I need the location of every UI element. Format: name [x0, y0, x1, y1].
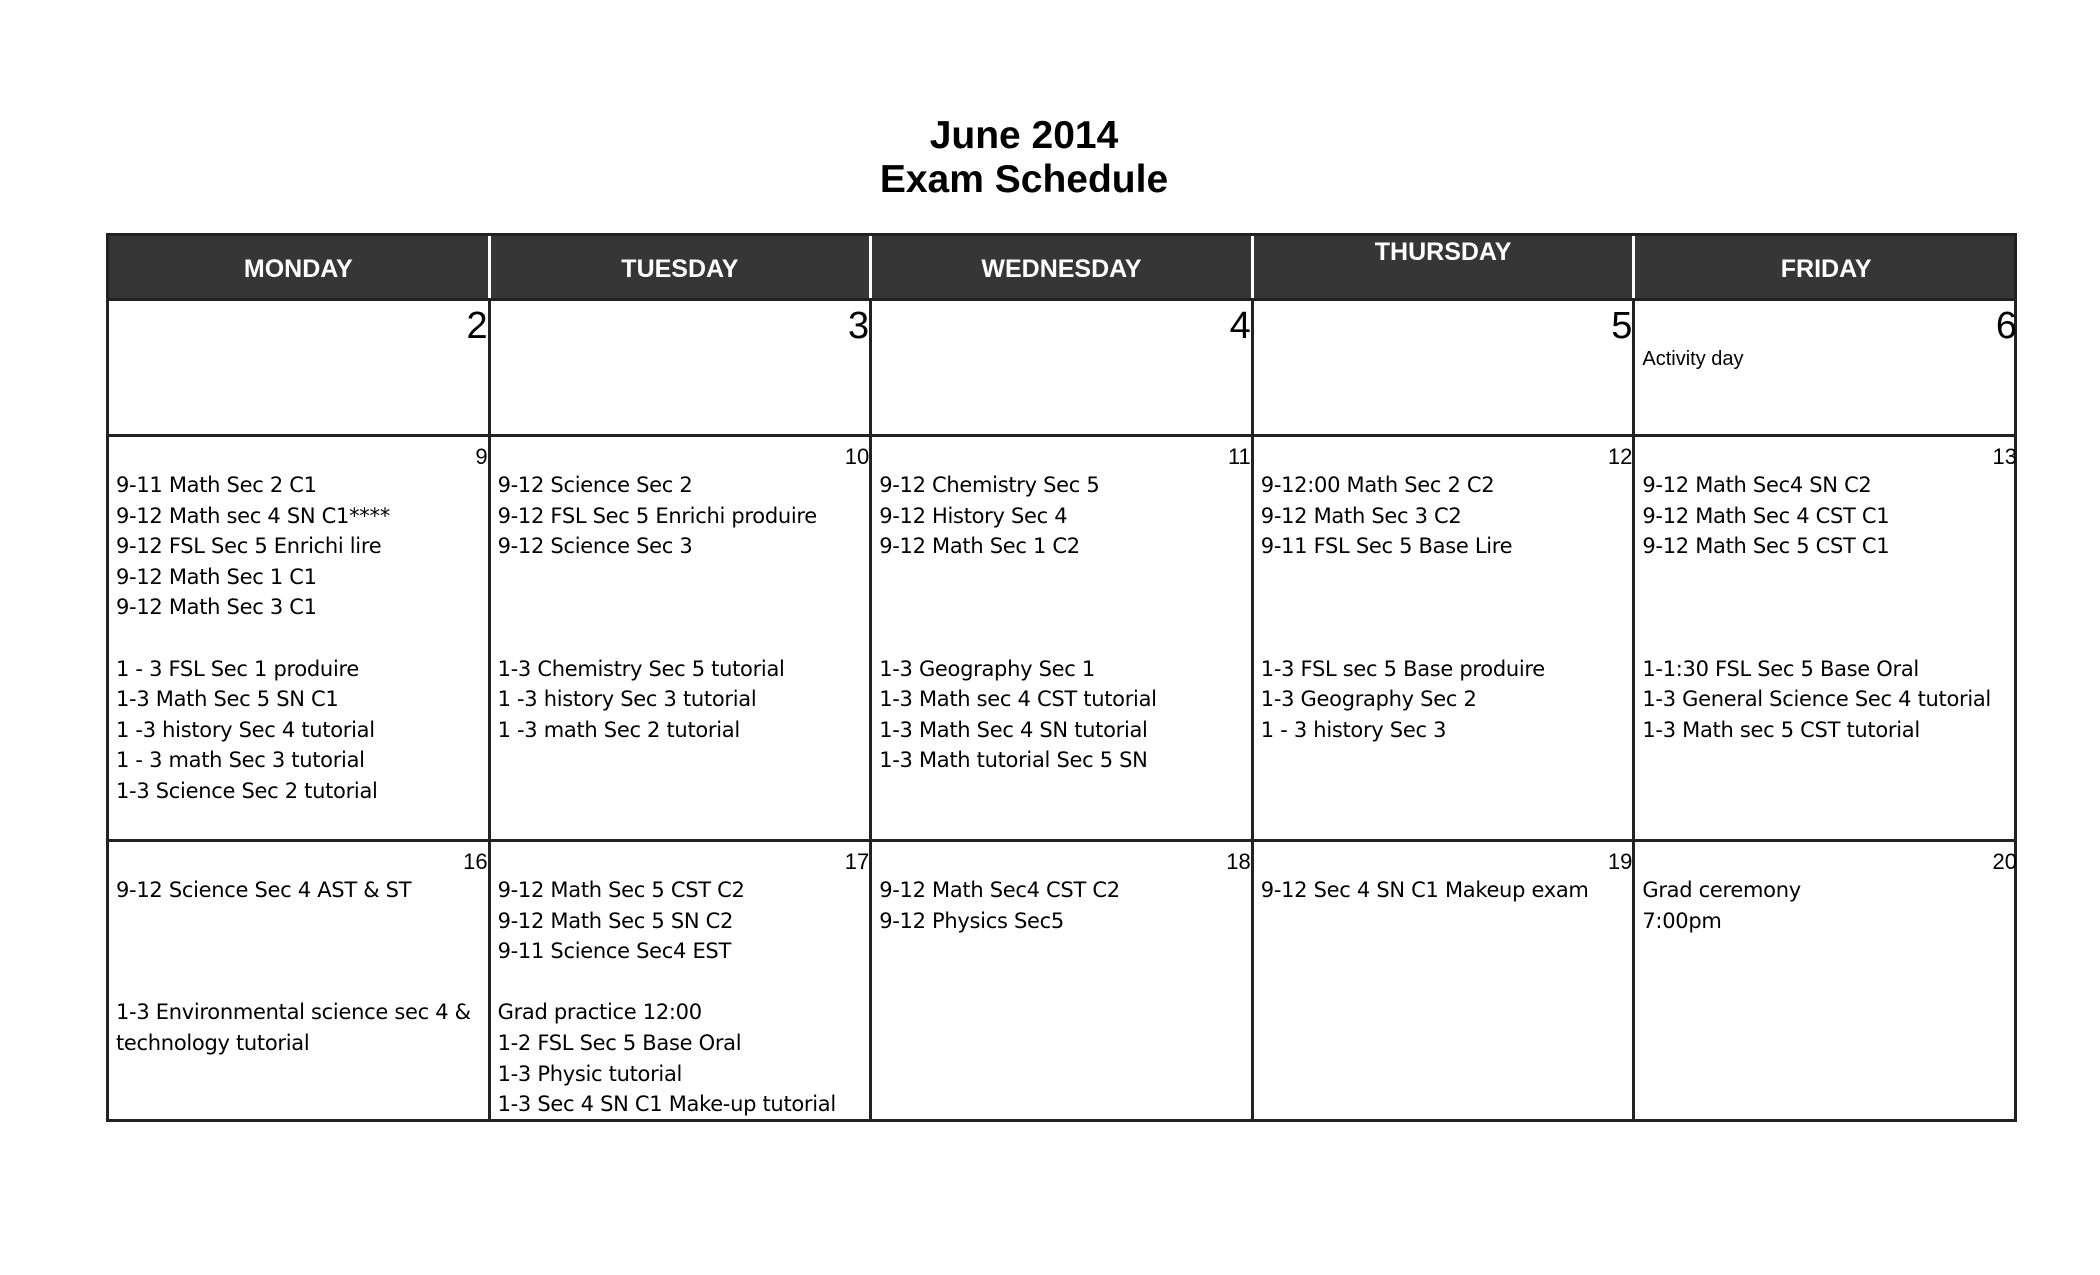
day-cell	[872, 301, 1254, 434]
exam-list	[116, 470, 482, 807]
date-number: 3	[848, 305, 870, 347]
exam-entry: 9-12 Chemistry Sec 5	[879, 473, 1100, 497]
day-cell	[491, 301, 873, 434]
exam-entry: 9-12 Math Sec 1 C2	[879, 534, 1080, 559]
exam-entry: 1-3 Geography Sec 1	[879, 656, 1095, 681]
exam-entry: 1-3 Math tutorial Sec 5 SN	[879, 748, 1148, 773]
day-cell	[109, 301, 491, 434]
day-cell	[1635, 842, 2017, 1119]
exam-entry: 1-3 Math Sec 5 SN C1	[116, 687, 339, 712]
exam-list	[1261, 875, 1627, 906]
date-number: 9	[475, 444, 488, 469]
day-cell	[1254, 437, 1636, 839]
day-cell	[1254, 842, 1636, 1119]
exam-list	[498, 875, 864, 1120]
exam-entry: 1 - 3 math Sec 3 tutorial	[116, 748, 365, 773]
exam-entry: 1 - 3 FSL Sec 1 produire	[116, 656, 359, 681]
date-number: 19	[1607, 849, 1633, 874]
day-note: Activity day	[1642, 348, 1744, 370]
exam-entry: 9-12 Science Sec 2	[497, 473, 693, 497]
exam-entry: 9-12 Math Sec 4 CST C1	[1642, 503, 1890, 528]
exam-entry: 1-2 FSL Sec 5 Base Oral	[497, 1030, 742, 1055]
exam-entry: 9-11 FSL Sec 5 Base Lire	[1260, 534, 1513, 559]
date-number: 18	[1226, 849, 1251, 874]
exam-entry: 9-12 Physics Sec5	[879, 908, 1064, 933]
header-friday: FRIDAY	[1780, 254, 1872, 283]
week-row-2	[109, 434, 2017, 839]
date-number: 17	[844, 849, 870, 874]
exam-entry: 9-12 Math Sec 5 SN C2	[497, 908, 734, 933]
exam-entry: 1-3 FSL sec 5 Base produire	[1260, 656, 1545, 681]
exam-entry: 1-3 Math sec 4 CST tutorial	[879, 687, 1157, 712]
exam-entry: 9-12 Math Sec 3 C1	[116, 595, 317, 620]
date-number: 10	[844, 444, 870, 469]
date-number: 6	[1995, 305, 2017, 347]
exam-entry: 1-3 Science Sec 2 tutorial	[116, 778, 378, 803]
exam-list	[879, 875, 1245, 936]
date-number: 20	[1992, 849, 2017, 874]
exam-entry: 1 - 3 history Sec 3	[1260, 717, 1447, 742]
week-row-3	[109, 839, 2017, 1119]
day-cell	[109, 437, 491, 839]
exam-entry: 1-1:30 FSL Sec 5 Base Oral	[1642, 656, 1919, 681]
exam-entry: 1-3 Geography Sec 2	[1260, 687, 1477, 712]
day-cell	[491, 842, 873, 1119]
week-row-1	[109, 298, 2017, 434]
day-cell	[1635, 301, 2017, 434]
page-title	[0, 114, 2048, 202]
exam-entry: 1 -3 math Sec 2 tutorial	[497, 717, 740, 742]
day-cell	[1635, 437, 2017, 839]
exam-entry: technology tutorial	[116, 1030, 310, 1055]
exam-entry: 1-3 Math Sec 4 SN tutorial	[879, 717, 1148, 742]
weekday-header-row	[109, 236, 2014, 298]
exam-entry: 9-12 Math Sec4 CST C2	[879, 878, 1120, 902]
day-cell	[872, 437, 1254, 839]
exam-entry: 9-12 Math Sec 3 C2	[1260, 503, 1462, 528]
exam-entry: 1-3 Math sec 5 CST tutorial	[1642, 717, 1920, 742]
day-cell	[872, 842, 1254, 1119]
exam-entry: 1-3 Chemistry Sec 5 tutorial	[497, 656, 785, 681]
header-monday: MONDAY	[109, 236, 491, 298]
exam-entry: Grad ceremony	[1642, 878, 1801, 902]
exam-entry: 1 -3 history Sec 3 tutorial	[497, 687, 757, 712]
date-number: 4	[1229, 305, 1251, 347]
exam-entry: 1-3 Sec 4 SN C1 Make-up tutorial	[497, 1092, 836, 1117]
day-cell	[491, 437, 873, 839]
exam-entry: 9-12 FSL Sec 5 Enrichi lire	[116, 534, 382, 559]
exam-entry: 1 -3 history Sec 4 tutorial	[116, 717, 375, 742]
exam-entry: 9-12 Sec 4 SN C1 Makeup exam	[1260, 878, 1589, 902]
exam-list	[116, 875, 482, 1059]
exam-entry: 9-12 Math Sec4 SN C2	[1642, 473, 1872, 497]
exam-entry: 9-12 FSL Sec 5 Enrichi produire	[497, 503, 817, 528]
exam-entry: 9-12 Math Sec 5 CST C2	[497, 878, 745, 902]
exam-entry: 7:00pm	[1642, 908, 1722, 933]
exam-entry: 9-12 Science Sec 3	[497, 534, 693, 559]
day-cell	[1254, 301, 1636, 434]
day-cell	[109, 842, 491, 1119]
exam-list	[1261, 470, 1627, 745]
exam-entry: 9-12 Science Sec 4 AST & ST	[116, 878, 412, 902]
exam-entry: 9-12 Math sec 4 SN C1****	[116, 503, 390, 528]
header-tuesday: TUESDAY	[491, 236, 873, 298]
date-number: 16	[463, 849, 488, 874]
date-number: 13	[1992, 444, 2017, 469]
exam-entry: 9-11 Math Sec 2 C1	[116, 473, 317, 497]
header-wednesday: WEDNESDAY	[872, 236, 1254, 298]
date-number: 2	[466, 305, 488, 347]
exam-entry: 9-11 Science Sec4 EST	[497, 939, 731, 964]
exam-entry: 9-12:00 Math Sec 2 C2	[1260, 473, 1495, 497]
exam-list	[498, 470, 864, 745]
exam-entry: 1-3 General Science Sec 4 tutorial	[1642, 687, 1991, 712]
date-number: 5	[1611, 305, 1633, 347]
exam-list	[1642, 470, 2011, 745]
title-month: June 2014	[929, 114, 1119, 157]
exam-list	[879, 470, 1245, 776]
title-subtitle: Exam Schedule	[879, 158, 1169, 201]
calendar-grid	[106, 233, 2017, 1122]
date-number: 12	[1607, 444, 1633, 469]
exam-entry: 1-3 Environmental science sec 4 &	[116, 1000, 471, 1025]
exam-entry: 1-3 Physic tutorial	[497, 1061, 683, 1086]
exam-list	[1642, 875, 2011, 936]
date-number: 11	[1227, 444, 1251, 469]
exam-entry: 9-12 Math Sec 5 CST C1	[1642, 534, 1890, 559]
header-thursday: THURSDAY	[1254, 236, 1636, 298]
exam-entry: 9-12 Math Sec 1 C1	[116, 564, 317, 589]
exam-entry: 9-12 History Sec 4	[879, 503, 1068, 528]
exam-entry: Grad practice 12:00	[497, 1000, 702, 1025]
